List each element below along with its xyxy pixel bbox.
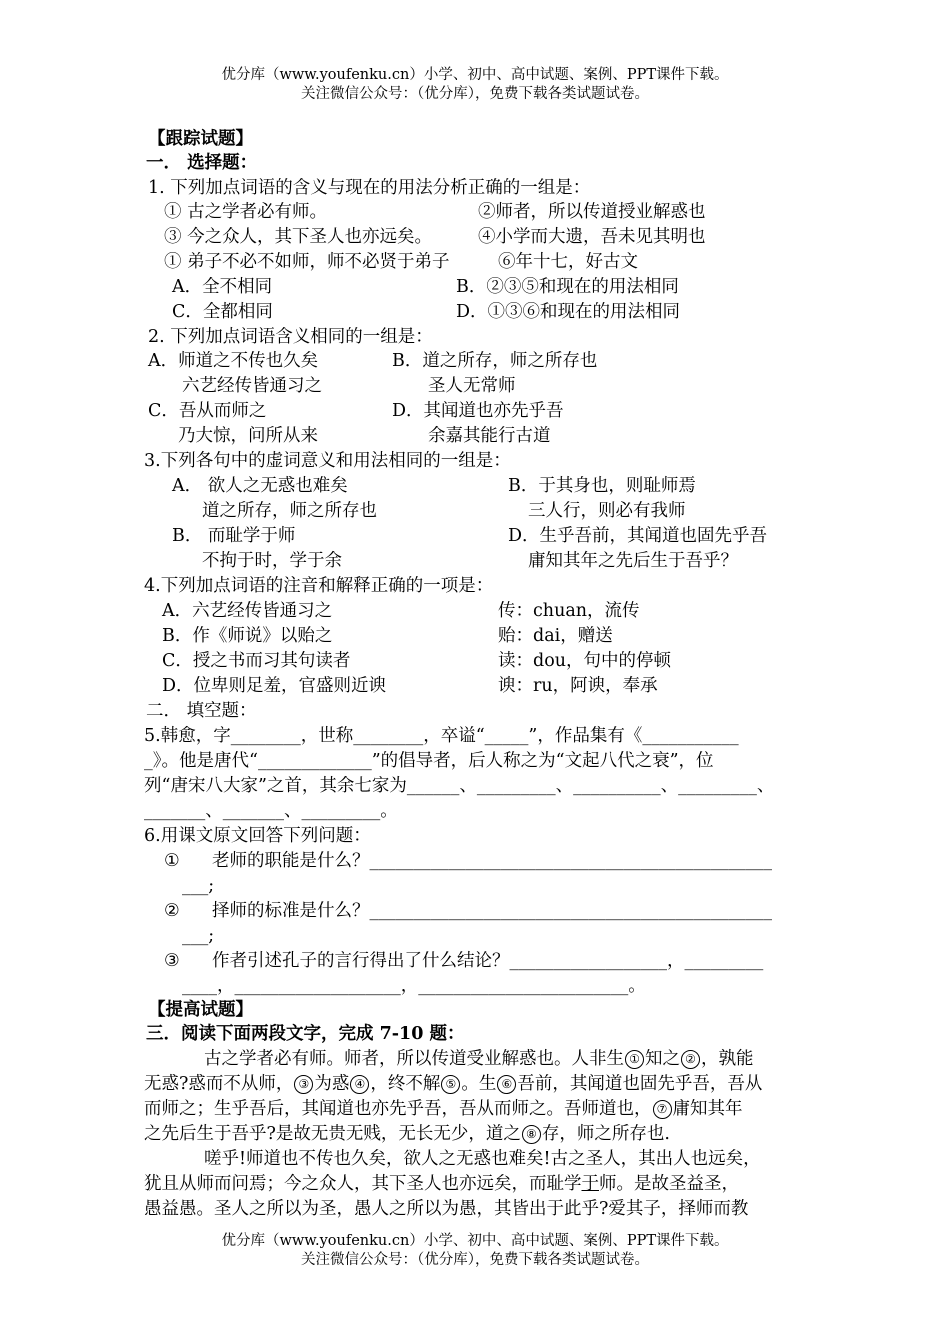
mark: ② [681,1050,700,1069]
q4-answer: 读：dou，句中的停顿 [498,651,672,671]
q2-option: 圣人无常师 [428,376,516,396]
text-segment: 犹且从师而问焉；今之众人，其下圣人也亦远矣，而耻学 [144,1174,582,1194]
section-improve-title: 【提高试题】 [148,1000,253,1020]
mark: ① [625,1050,644,1069]
q3-option: 不拘于时，学于余 [202,551,342,571]
q6-stem: 6.用课文原文回答下列问题： [144,826,371,846]
header-line-1: 优分库（www.youfenku.cn）小学、初中、高中试题、案例、PPT课件下载。 [221,67,729,83]
q1-stem: 1. 下列加点词语的含义与现在的用法分析正确的一组是： [148,178,591,198]
text-segment: 。生 [461,1074,497,1094]
text-segment: 师。是故圣益圣， [599,1174,739,1194]
q4-answer: 谀：ru，阿谀，奉承 [498,676,658,696]
text-segment: 无惑?惑而不从师， [144,1074,294,1094]
text-segment: 存，师之所存也. [541,1124,670,1144]
q3-option: B．于其身也，则耻师焉 [508,476,696,496]
mark: ⑧ [522,1125,541,1144]
text-segment: 之先后生于吾乎?是故无贵无贱，无长无少，道之 [144,1124,521,1144]
q2-option: C．吾从而师之 [148,401,267,421]
mark: ④ [350,1075,369,1094]
reading-line [144,1097,743,1121]
q1-option: C．全都相同 [172,302,273,322]
q3-option: 三人行，则必有我师 [528,501,686,521]
q3-option: 庸知其年之先后生于吾乎？ [528,551,738,571]
text-segment: 而师之；生乎吾后，其闻道也亦先乎吾，吾从而师之。吾师道也， [144,1099,652,1119]
q4-answer: 传：chuan，流传 [498,601,640,621]
q1-item: ① 弟子不必不如师，师不必贤于弟子 [164,252,450,272]
q4-option: D．位卑则足羞，官盛则近谀 [162,676,387,696]
q4-option: A．六艺经传皆通习之 [162,601,333,621]
q5-line: _》。他是唐代“_____________”的倡导者，后人称之为“文起八代之衰”，位 [144,751,714,771]
q6-blank: ___; [182,876,215,896]
q4-stem: 4.下列加点词语的注音和解释正确的一项是： [144,576,494,596]
text-segment: 吾前，其闻道也固先乎吾，吾从 [517,1074,763,1094]
part1-title: 一． 选择题： [146,153,258,173]
q2-option: B．道之所存，师之所存也 [392,351,598,371]
q2-stem: 2. 下列加点词语含义相同的一组是： [148,327,433,347]
reading-line [204,1047,754,1071]
text-segment: 古之学者必有师。师者，所以传道受业解惑也。人非生 [204,1049,624,1069]
q6-question: 作者引述孔子的言行得出了什么结论？__________________，_________ [212,951,764,971]
footer-line-1: 优分库（www.youfenku.cn）小学、初中、高中试题、案例、PPT课件下载。 [221,1233,729,1249]
text-segment: ，终不解 [370,1074,441,1094]
q2-option: A．师道之不传也久矣 [148,351,319,371]
q6-blank: ____，___________________，________________________。 [182,976,646,996]
footer-line-2: 关注微信公众号：（优分库），免费下载各类试题试卷。 [301,1252,649,1268]
text-segment: 知之 [645,1049,680,1069]
q5-line: 列“唐宋八大家”之首，其余七家为______、_________、__________、_________、 [144,776,775,796]
part3-title: 三．阅读下面两段文字，完成 7-10 题： [146,1024,465,1044]
q1-item: ②师者，所以传道授业解惑也 [478,202,706,222]
q4-option: C．授之书而习其句读者 [162,651,351,671]
mark: ⑥ [497,1075,516,1094]
q2-option: D．其闻道也亦先乎吾 [392,401,564,421]
q1-item: ③ 今之众人，其下圣人也亦远矣。 [164,227,433,247]
q1-item: ⑥年十七，好古文 [498,252,638,272]
reading-line [144,1122,670,1146]
reading-line [144,1072,762,1096]
text-segment: ，孰能 [701,1049,754,1069]
q6-num: ③ [164,951,180,971]
text-segment: 庸知其年 [672,1099,743,1119]
q4-option: B．作《师说》以贻之 [162,626,333,646]
q2-option: 余嘉其能行古道 [428,426,551,446]
part2-title: 二． 填空题： [146,701,257,721]
q3-option: A． 欲人之无惑也难矣 [172,476,348,496]
q6-blank: ___; [182,926,215,946]
q5-line: _______、_______、_________。 [144,801,398,821]
q6-question: 择师的标准是什么？______________________________________________ [212,901,772,921]
q3-option: B． 而耻学于师 [172,526,296,546]
section-track-title: 【跟踪试题】 [148,129,253,149]
q4-answer: 贻：dai，赠送 [498,626,613,646]
reading-line: 愚益愚。圣人之所以为圣，愚人之所以为愚，其皆出于此乎?爱其子，择师而教 [144,1199,749,1219]
q2-option: 六艺经传皆通习之 [182,376,322,396]
mark: ⑤ [441,1075,460,1094]
q1-option: D．①③⑥和现在的用法相同 [456,302,681,322]
q1-item: ④小学而大遗，吾未见其明也 [478,227,706,247]
text-segment: 为惑 [314,1074,350,1094]
q5-line: 5.韩愈，字________，世称________，卒谥“_____”，作品集有《___________ [144,726,739,746]
q2-option: 乃大惊，问所从来 [178,426,318,446]
q3-option: D．生乎吾前，其闻道也固先乎吾 [508,526,768,546]
q3-stem: 3.下列各句中的虚词意义和用法相同的一组是： [144,451,511,471]
q3-option: 道之所存，师之所存也 [202,501,377,521]
reading-line: 嗟乎!师道也不传也久矣，欲人之无惑也难矣!古之圣人，其出人也远矣， [204,1149,761,1169]
underlined-word: 于 [581,1174,599,1194]
q1-option: B．②③⑤和现在的用法相同 [456,277,679,297]
q1-item: ① 古之学者必有师。 [164,202,328,222]
mark: ③ [294,1075,313,1094]
q1-option: A．全不相同 [172,277,273,297]
q6-num: ① [164,851,180,871]
reading-line [144,1172,739,1196]
mark: ⑦ [653,1100,672,1119]
header-line-2: 关注微信公众号：（优分库），免费下载各类试题试卷。 [301,86,649,102]
q6-num: ② [164,901,180,921]
q6-question: 老师的职能是什么？______________________________________________ [212,851,772,871]
